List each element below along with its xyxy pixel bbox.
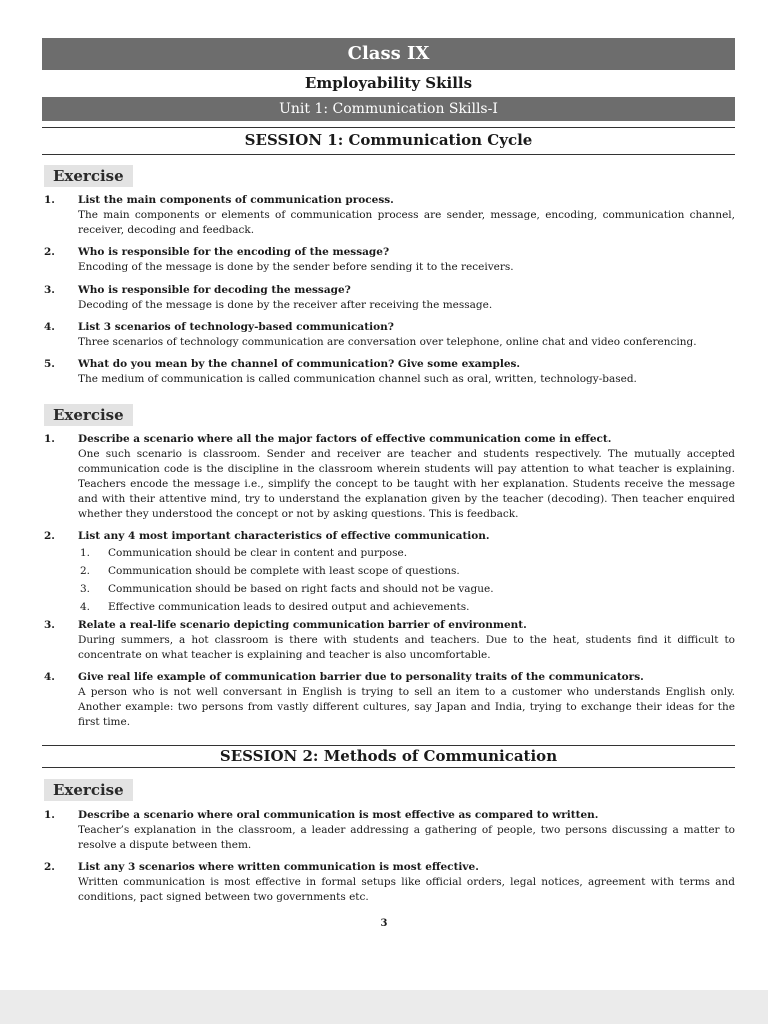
question-text: Describe a scenario where oral communication is most effective as compared to written. <box>78 809 599 821</box>
question-text: Give real life example of communication barrier due to personality traits of the communicators. <box>78 671 644 683</box>
list-text: Communication should be complete with least scope of questions. <box>108 565 460 577</box>
question-text: List any 3 scenarios where written communication is most effective. <box>78 861 479 873</box>
answer-text: Teacher’s explanation in the classroom, a leader addressing a gathering of people, two persons discussing a matter to resolve a dispute between them. <box>78 824 735 851</box>
question-number: 1. <box>44 433 55 445</box>
divider <box>42 127 735 128</box>
question-number: 2. <box>44 246 55 258</box>
answer-text: A person who is not well conversant in English is trying to sell an item to a customer who understands English only. Another example: two persons from vastly different cultures, say Japan and India, trying to exchange their ideas for the first time. <box>78 686 735 728</box>
answer-text: During summers, a hot classroom is there with students and teachers. Due to the heat, students find it difficult to concentrate on what teacher is explaining and teacher is also uncomfortable. <box>78 634 735 661</box>
question-item <box>42 357 735 387</box>
session-1-title: SESSION 1: Communication Cycle <box>244 131 533 149</box>
list-number: 2. <box>80 565 91 577</box>
list-number: 4. <box>80 601 91 613</box>
page-number: 3 <box>380 918 388 929</box>
question-number: 1. <box>44 809 55 821</box>
viewer-bottom-strip <box>0 990 768 1024</box>
question-text: Describe a scenario where all the major factors of effective communication come in effect. <box>78 433 612 445</box>
question-text: List 3 scenarios of technology-based communication? <box>78 321 394 333</box>
list-item <box>78 562 735 580</box>
question-number: 1. <box>44 194 55 206</box>
divider <box>42 154 735 155</box>
list-number: 3. <box>80 583 91 595</box>
question-text: Who is responsible for decoding the message? <box>78 284 351 296</box>
question-item <box>42 618 735 663</box>
subject-title: Employability Skills <box>304 74 473 92</box>
question-text: List any 4 most important characteristics of effective communication. <box>78 530 490 542</box>
question-item <box>42 529 735 616</box>
question-number: 3. <box>44 284 55 296</box>
question-number: 2. <box>44 530 55 542</box>
question-item <box>42 670 735 730</box>
question-text: List the main components of communication process. <box>78 194 394 206</box>
class-title: Class IX <box>42 38 735 70</box>
question-item <box>42 860 735 905</box>
divider <box>42 745 735 746</box>
question-item <box>42 320 735 350</box>
exercise-label: Exercise <box>44 404 133 426</box>
answer-text: One such scenario is classroom. Sender and receiver are teacher and students respectively. The mutually accepted communication code is the discipline in the classroom wherein students will pay attention to what teacher is explaining. Teachers encode the message i.e., simplify the concept to be taught with her explanation. Students receive the message and with their attentive mind, try to understand the explanation given by the teacher (decoding). Then teacher enquired whether they understood the concept or not by asking questions. This is feedback. <box>78 448 735 520</box>
answer-text: Encoding of the message is done by the sender before sending it to the receivers. <box>78 261 514 273</box>
question-item <box>42 193 735 238</box>
question-number: 4. <box>44 671 55 683</box>
answer-text: The medium of communication is called communication channel such as oral, written, technology-based. <box>78 373 637 385</box>
list-number: 1. <box>80 547 91 559</box>
question-number: 2. <box>44 861 55 873</box>
question-number: 3. <box>44 619 55 631</box>
question-text: What do you mean by the channel of communication? Give some examples. <box>78 358 521 370</box>
question-item <box>42 808 735 853</box>
list-text: Communication should be based on right facts and should not be vague. <box>108 583 494 595</box>
exercise-label: Exercise <box>44 165 133 187</box>
list-item <box>78 598 735 616</box>
answer-text: Three scenarios of technology communication are conversation over telephone, online chat and video conferencing. <box>78 336 697 348</box>
question-item <box>42 432 735 522</box>
question-number: 4. <box>44 321 55 333</box>
answer-text: Decoding of the message is done by the receiver after receiving the message. <box>78 299 493 311</box>
answer-text: The main components or elements of communication process are sender, message, encoding, communication channel, receiver, decoding and feedback. <box>78 209 735 236</box>
question-item <box>42 283 735 313</box>
list-text: Effective communication leads to desired output and achievements. <box>108 601 470 613</box>
question-number: 5. <box>44 358 55 370</box>
list-text: Communication should be clear in content and purpose. <box>108 547 408 559</box>
question-text: Relate a real-life scenario depicting communication barrier of environment. <box>78 619 527 631</box>
question-text: Who is responsible for the encoding of the message? <box>78 246 390 258</box>
exercise-label: Exercise <box>44 779 133 801</box>
list-item <box>78 544 735 562</box>
divider <box>42 767 735 768</box>
unit-title: Unit 1: Communication Skills-I <box>42 97 735 121</box>
list-item <box>78 580 735 598</box>
answer-text: Written communication is most effective in formal setups like official orders, legal notices, agreement with terms and conditions, pact signed between two governments etc. <box>78 876 735 903</box>
question-item <box>42 245 735 275</box>
session-2-title: SESSION 2: Methods of Communication <box>219 747 558 765</box>
